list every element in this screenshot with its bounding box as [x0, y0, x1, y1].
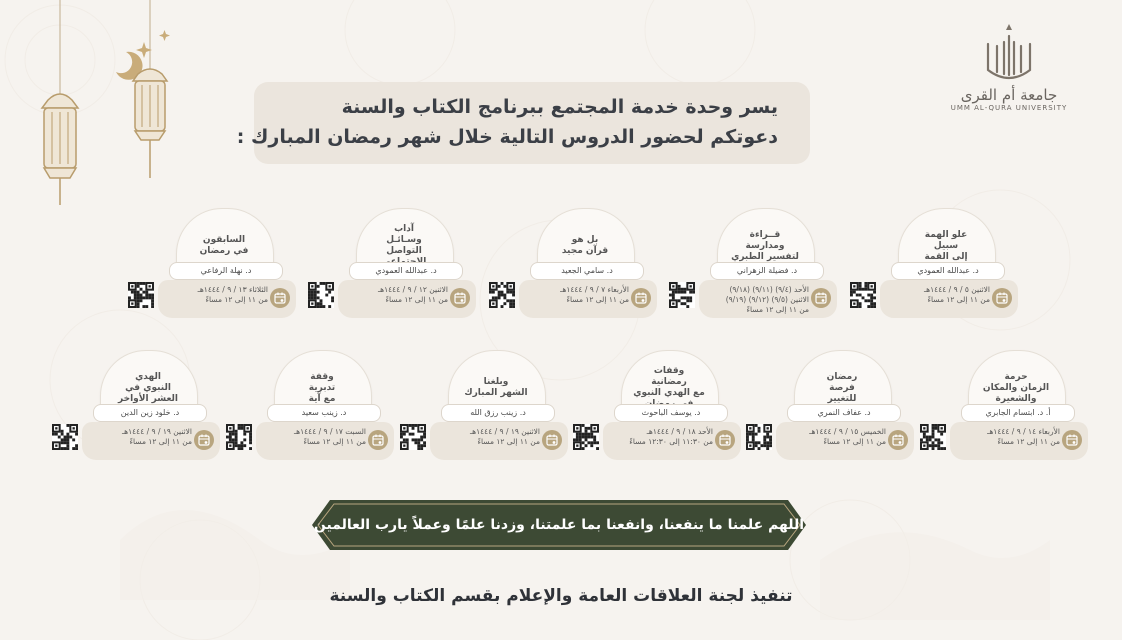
lesson-card [846, 208, 1024, 320]
university-logo [934, 22, 1084, 112]
lesson-date-time: الخميس ١٥ / ٩ / ١٤٤٤هـ من ١١ إلى ١٢ مساءً [809, 427, 886, 446]
lesson-card [48, 350, 226, 462]
qr-code-icon[interactable] [746, 424, 772, 450]
lesson-title: حرمة الزمان والمكان والشعيرة [982, 371, 1050, 404]
lesson-date-time: الأحد (٩/٤) (٩/١١) (٩/١٨) الاثنين (٩/٥) (٩/١٢) (٩/١٩) من ١١ إلى ١٢ مساءً [725, 285, 809, 314]
lesson-card [222, 350, 400, 462]
calendar-icon [811, 288, 831, 308]
lesson-title: علو الهمة سبيل إلى القمة [924, 229, 968, 262]
qr-code-icon[interactable] [669, 282, 695, 308]
calendar-icon [631, 288, 651, 308]
lecturer-name: د. سامي الجعيد [530, 262, 644, 280]
lecturer-name: د. زينب رزق الله [441, 404, 555, 422]
calendar-icon [992, 288, 1012, 308]
lesson-date-time: الاثنين ١٩ / ٩ / ١٤٤٤هـ من ١١ إلى ١٢ مساءً [469, 427, 540, 446]
lesson-card [304, 208, 482, 320]
lesson-title: قــراءة ومدارسة لتفسير الطبري [731, 229, 799, 262]
header-line-2: دعوتكم لحضور الدروس التالية خلال شهر رمضان المبارك : [236, 126, 778, 148]
calendar-icon [1062, 430, 1082, 450]
lesson-title: السابقون في رمضان [199, 235, 249, 256]
lesson-date-time: السبت ١٧ / ٩ / ١٤٤٤هـ من ١١ إلى ١٢ مساءً [293, 427, 366, 446]
lesson-title: رمضان فرصة للتغيير [826, 371, 858, 404]
calendar-icon [368, 430, 388, 450]
header-line-1: يسر وحدة خدمة المجتمع ببرنامج الكتاب والسنة [341, 96, 778, 118]
lesson-date-time: الثلاثاء ١٣ / ٩ / ١٤٤٤هـ من ١١ إلى ١٢ مساءً [197, 285, 268, 304]
lesson-date-time: الأربعاء ١٤ / ٩ / ١٤٤٤هـ من ١١ إلى ١٢ مساءً [987, 427, 1060, 446]
university-emblem-icon [982, 22, 1036, 84]
lecturer-name: د. نهلة الرفاعي [169, 262, 283, 280]
lesson-date-time: الاثنين ١٩ / ٩ / ١٤٤٤هـ من ١١ إلى ١٢ مساءً [121, 427, 192, 446]
lesson-card [569, 350, 747, 462]
lesson-title: آداب وسـائـل التواصل [386, 224, 422, 256]
lecturer-name: د. خلود زين الدين [93, 404, 207, 422]
lesson-date-time: الأربعاء ٧ / ٩ / ١٤٤٤هـ من ١١ إلى ١٢ مساءً [560, 285, 629, 304]
lesson-date-time: الاثنين ١٢ / ٩ / ١٤٤٤هـ من ١١ إلى ١٢ مساءً [377, 285, 448, 304]
lecturer-name: د. عفاف النمري [787, 404, 901, 422]
lesson-title: الهدي النبوي في العشر الأواخر [118, 371, 178, 404]
footer-credit: تنفيذ لجنة العلاقات العامة والإعلام بقسم الكتاب والسنة [329, 586, 793, 606]
calendar-icon [450, 288, 470, 308]
qr-code-icon[interactable] [308, 282, 334, 308]
lesson-title: وبلغنا الشهر المبارك [464, 377, 528, 398]
ramadan-lantern-decoration [30, 0, 180, 220]
lesson-card [916, 350, 1094, 462]
lesson-card [124, 208, 302, 320]
lesson-card [485, 208, 663, 320]
calendar-icon [270, 288, 290, 308]
calendar-icon [715, 430, 735, 450]
lecturer-name: د. عبدالله العمودي [349, 262, 463, 280]
lecturer-name: أ. د. ابتسام الجابري [961, 404, 1075, 422]
lecturer-name: د. فضيلة الزهراني [710, 262, 824, 280]
university-name-english: UMM AL-QURA UNIVERSITY [950, 104, 1068, 112]
qr-code-icon[interactable] [52, 424, 78, 450]
lesson-card [742, 350, 920, 462]
qr-code-icon[interactable] [920, 424, 946, 450]
lesson-date-time: الاثنين ٥ / ٩ / ١٤٤٤هـ من ١١ إلى ١٢ مساءً [923, 285, 990, 304]
lesson-title: وقفات رمضانية مع الهدي النبوي [633, 366, 705, 398]
qr-code-icon[interactable] [850, 282, 876, 308]
qr-code-icon[interactable] [400, 424, 426, 450]
university-name-arabic: جامعة أم القرى [960, 86, 1058, 104]
lecturer-name: د. يوسف الباحوث [614, 404, 728, 422]
lesson-card [396, 350, 574, 462]
lecturer-name: د. عبدالله العمودي [891, 262, 1005, 280]
lesson-date-time: الأحد ١٨ / ٩ / ١٤٤٤هـ من ١١:٣٠ إلى ١٢:٣٠ مساءً [629, 427, 713, 446]
calendar-icon [194, 430, 214, 450]
lesson-title: بل هو قرآن مجيد [561, 235, 609, 256]
invitation-header [236, 82, 810, 164]
lesson-card [665, 208, 843, 320]
calendar-icon [542, 430, 562, 450]
qr-code-icon[interactable] [573, 424, 599, 450]
qr-code-icon[interactable] [128, 282, 154, 308]
prayer-text: اللهم علمنا ما ينفعنا، وانفعنا بما علمتنا، وزدنا علمًا وعملاً يارب العالمين [313, 517, 805, 533]
lesson-title: وقفة تدبرية مع آية [308, 371, 336, 404]
qr-code-icon[interactable] [226, 424, 252, 450]
calendar-icon [888, 430, 908, 450]
lecturer-name: د. زينب سعيد [267, 404, 381, 422]
qr-code-icon[interactable] [489, 282, 515, 308]
prayer-banner [312, 500, 806, 550]
